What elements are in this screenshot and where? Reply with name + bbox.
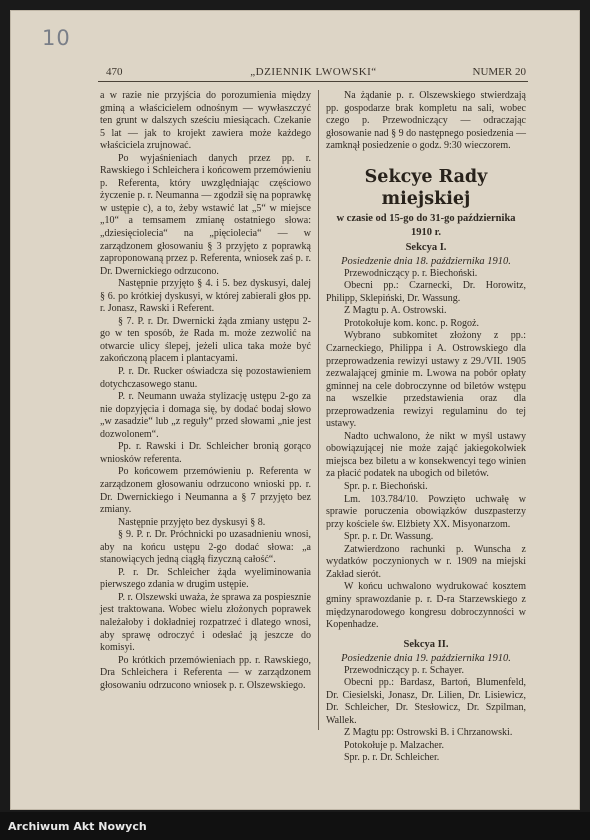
- paragraph: Nadto uchwalono, że nikt w myśl ustawy obowiązującej nie może zająć jakiegokolwiek miejsca bez biletu a w konsekwencyi tego winien za płacić podatek na ubogich od biletów.: [326, 430, 526, 480]
- meeting-line: Obecni pp.: Bardasz, Bartoń, Blumenfeld, Dr. Ciesielski, Jonasz, Dr. Lilien, Dr. Lisiewicz, Dr. Schleicher, Dr. Stesłowicz, Dr. Szpilman, Wallek.: [326, 677, 526, 726]
- paragraph: Następnie przyjęto bez dyskusyi § 8.: [118, 516, 266, 528]
- paragraph: § 9. P. r. Dr. Próchnicki po uzasadnieniu wnosi, aby na końcu ustępu 2-go dodać słowa: „a stanowiących jedną ciągłą fizyczną całość“.: [100, 529, 311, 566]
- header-rule: [98, 81, 528, 82]
- issue-number: NUMER 20: [472, 66, 526, 78]
- section-title: Sekcye Rady miejskiej: [364, 166, 488, 209]
- paragraph: a w razie nie przyjścia do porozumienia między gminą a właścicielem odnośnym — wywłaszczyć ten grunt w dalszych sześciu miesiącach. Czekanie 5 lat — jak to krojekt zawiera może każdego właściciela zrujnować.: [100, 90, 311, 152]
- archive-name: Archiwum Akt Nowych: [8, 820, 147, 833]
- meeting-line: Potokołuje p. Malzacher.: [344, 739, 444, 751]
- paragraph: Pp. r. Rawski i Dr. Schleicher bronią gorąco wniosków referenta.: [100, 441, 311, 465]
- meeting-line: Z Magtu p. A. Ostrowski.: [344, 305, 447, 317]
- sekcja-2-date: Posiedzenie dnia 19. października 1910.: [341, 652, 511, 664]
- paragraph: P. r. Olszewski uważa, że sprawa za pospiesznie jest traktowana. Wobec wielu złożonych poprawek należałoby i dokładniej rozpatrzeć i dlatego wnosi, aby sprawę odroczyć i odesłać ją jeszcze do komisyi.: [100, 591, 311, 654]
- paragraph: Następnie przyjęto § 4. i 5. bez dyskusyi, dalej § 6. po krótkiej dyskusyi, w której zabierali głos pp. r. Jonasz, Rawski i Referent.: [100, 278, 311, 315]
- sekcja-1-date: Posiedzenie dnia 18. października 1910.: [341, 255, 511, 267]
- meeting-line: Z Magtu pp: Ostrowski B. i Chrzanowski.: [344, 727, 513, 739]
- paragraph: P. r. Neumann uważa stylizację ustępu 2-go za nie dopzyjęcia i domaga się, by dodać bodaj słowo „w zasadzie“ lub „z reguły“ przed słowami „nie jest dozwolonem“.: [100, 391, 311, 440]
- column-divider: [318, 90, 319, 730]
- page-number: 470: [106, 66, 123, 78]
- meeting-line: Obecni pp.: Czarnecki, Dr. Horowitz, Philipp, Sklepiński, Dr. Wassung.: [326, 280, 526, 304]
- sekcja-1-heading: Sekcya I.: [405, 241, 447, 253]
- intro-paragraph: Na żądanie p. r. Olszewskiego stwierdzają pp. gospodarze brak kompletu na sali, wobec czego p. Przewodniczący — odraczając głosowanie nad § 9 do następnego posiedzenia — zamknął posiedzenie o godz. 9:30 wieczorem.: [326, 90, 526, 152]
- paragraph: § 7. P. r. Dr. Dwernicki żąda zmiany ustępu 2-go w ten sposób, że Rada m. może zezwolić na otwarcie ulicy ślepej, jeżeli ulica taka może być zakończoną placem i plantacyami.: [100, 315, 311, 365]
- left-column: [100, 90, 311, 692]
- archive-footer: [0, 812, 590, 840]
- meeting-line: Lm. 103.784/10. Powzięto uchwałę w sprawie poruczenia obowiązków duszpasterzy przy kościele św. Elżbiety XX. Misyonarzom.: [326, 493, 526, 530]
- paragraph: P. r. Dr. Rucker oświadcza się pozostawieniem dotychczasowego stanu.: [100, 366, 311, 390]
- page-header: [101, 66, 526, 80]
- meeting-line: Spr. p. r. Dr. Schleicher.: [344, 752, 440, 764]
- meeting-line: W końcu uchwalono wydrukować kosztem gminy sprawozdanie p. r. D-ra Starzewskiego z międzynarodowego kongresu dobroczynności w Kopenhadze.: [326, 581, 526, 631]
- paragraph: Wybrano subkomitet złożony z pp.: Czarneckiego, Philippa i A. Ostrowskiego dla przeprowadzenia rewizyi ustawy z 29./VII. 1905 zezwalającej gminie m. Lwowa na pobór opłaty gminnej na cele dobroczynne od biletów wstępu na wszelkie przedstawienia oraz dla przeprowadzenia rewizyi regulaminu do tej ustawy.: [326, 330, 526, 430]
- meeting-line: Zatwierdzono rachunki p. Wunscha z wydatków poczynionych w r. 1909 na miejski Zakład sierót.: [326, 543, 526, 580]
- meeting-line: Spr. p. r. Biechoński.: [344, 481, 428, 493]
- meeting-line: Przewodniczący p. r. Biechoński.: [344, 267, 478, 279]
- handwritten-page-note: 10: [42, 26, 71, 50]
- sekcja-2-heading: Sekcya II.: [403, 638, 449, 650]
- paragraph: P. r. Dr. Schleicher żąda wyeliminowania pierwszego zdania w drugim ustępie.: [100, 566, 311, 591]
- meeting-line: Spr. p. r. Dr. Wassung.: [344, 531, 434, 543]
- meeting-line: Protokołuje kom. konc. p. Rogoż.: [344, 317, 479, 329]
- paragraph: Po wyjaśnieniach danych przez pp. r. Rawskiego i Schleichera i końcowem przemówieniu p. Referenta, który uwzględniając częściowo życzenie p. r. Neumanna — zgodził się na poprawkę w ustępie c), a to, żeby wstawić lat „5“ w miejsce „10“ a temsamem zmianę ostatniego słowa: „dziesięciolecia“ na „pięciolecia“ — w zarządzonem głosowaniu § 3 przyjęto z poprawką zaproponowaną przez p. Referenta, wniosek zaś p. r. Dr. Dwernickiego odrzucono.: [100, 152, 311, 277]
- section-subtitle: w czasie od 15-go do 31-go października 1910 r.: [336, 212, 516, 238]
- journal-title: „DZIENNIK LWOWSKI“: [250, 66, 377, 78]
- meeting-line: Przewodniczący p. r. Schayer.: [344, 664, 464, 676]
- paragraph: Po końcowem przemówieniu p. Referenta w zarządzonem głosowaniu odrzucono wnioski pp. r. Dr. Dwernickiego i Neumanna a § 7 przyjęto bez zmiany.: [100, 466, 311, 516]
- paragraph: Po krótkich przemówieniach pp. r. Rawskiego, Dra Schleichera i Referenta — w zarządzonem głosowaniu odrzucono wniosek p. r. Olszewskiego.: [100, 654, 311, 691]
- right-column: [326, 90, 526, 765]
